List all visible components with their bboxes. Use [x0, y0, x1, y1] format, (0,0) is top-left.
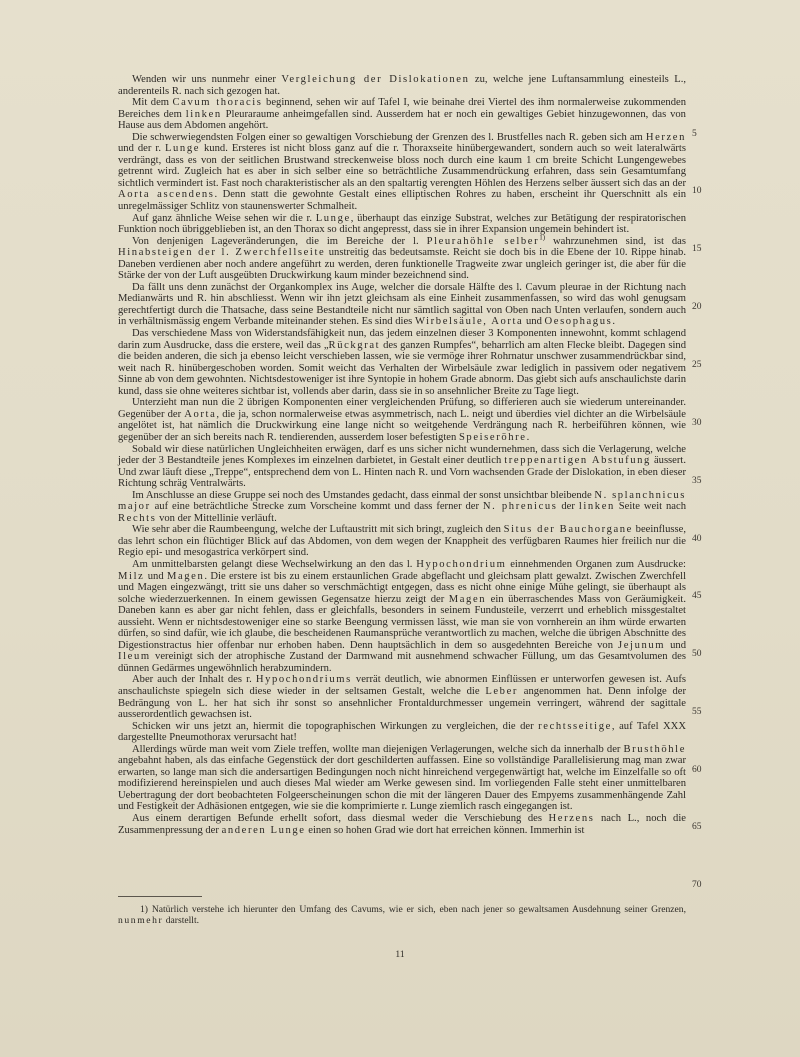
- text-run: Das verschiedene Mass von Widerstandsfähigkeit nun, das jedem einzelnen dieser 3 Komponenten innewohnt, kommt schlagend darin zum Ausdrucke, dass die erstere, weil das „: [118, 328, 686, 351]
- text-run: Aus einem derartigen Befunde erhellt sofort, dass diesmal weder die Verschiebung des: [132, 813, 549, 824]
- emphasized-text: Brusthöhle: [623, 743, 686, 755]
- text-run: kund. Ersteres ist nicht bloss ganz auf die r. Thoraxseite hinübergewandert, sondern auch so weit lateralwärts verdrängt, dass es von der seitlichen Brustwand streckenweise bloss noch durch eine kaum 1 cm breite Schicht Lungengewebes getrennt wird. Zugleich hat es aber in sich selber eine so beträchtliche Zusammendrückung erfahren, dass sein Gesamtumfang sichtlich vermindert ist. Fast noch charakteristischer als an den spaltartig verengten Höhlen des Herzens selber äussert sich das an der: [118, 143, 686, 189]
- text-run: wahrzunehmen sind, ist das: [545, 235, 686, 247]
- emphasized-text: Wirbelsäule, Aorta: [414, 316, 524, 328]
- emphasized-text: Lunge: [315, 212, 351, 224]
- emphasized-text: Rechts: [118, 512, 157, 524]
- emphasized-text: Situs der Bauchorgane: [503, 524, 633, 536]
- paragraph: [118, 744, 686, 813]
- text-run: und: [665, 639, 686, 651]
- line-number: 70: [692, 880, 702, 890]
- paragraph: [118, 97, 686, 132]
- text-run: Auf ganz ähnliche Weise sehen wir die r.: [132, 212, 316, 224]
- text-run: Von denjenigen Lageveränderungen, die im Bereiche der l.: [132, 235, 427, 247]
- emphasized-text: Magen: [166, 570, 205, 582]
- text-run: zu, welche jene Luftansammlung einesteils L., anderenteils R. nach sich gezogen hat.: [118, 74, 687, 97]
- line-number: 25: [692, 360, 702, 370]
- paragraph: [118, 721, 686, 744]
- text-run: darstellt.: [163, 915, 200, 926]
- emphasized-text: Jejunum: [618, 639, 666, 651]
- text-run: Seite weit nach: [614, 501, 686, 513]
- text-run: Schicken wir uns jetzt an, hiermit die topographischen Wirkungen zu vergleichen, die der: [132, 720, 539, 732]
- text-run: Pleuraraume anheimgefallen sind. Ausserdem hat er noch ein gewaltiges Gebiet hinzugewonnen, das von Hause aus dem Abdomen angehört.: [118, 108, 686, 132]
- emphasized-text: linken: [185, 108, 222, 120]
- emphasized-text: rechtsseitige: [538, 720, 612, 732]
- emphasized-text: Lunge: [164, 143, 201, 155]
- line-number: 35: [692, 476, 702, 486]
- text-run: beginnend, sehen wir auf Tafel I, wie beinahe drei Viertel des ihm normalerweise zukommenden Bereiches dem: [118, 97, 687, 120]
- emphasized-text: Leber: [485, 685, 519, 697]
- text-run: Am unmittelbarsten gelangt diese Wechselwirkung an den das l.: [132, 558, 417, 570]
- text-run: und der r.: [118, 143, 165, 155]
- paragraph: [118, 444, 686, 490]
- emphasized-text: Hypochondriums: [255, 674, 352, 686]
- text-run: .: [612, 316, 615, 328]
- footnote-ref: 1): [539, 233, 546, 242]
- emphasized-text: N. phrenicus: [482, 501, 558, 513]
- emphasized-text: Magen: [448, 593, 487, 605]
- text-run: vereinigt sich der atrophische Zustand der Darmwand mit ausnehmend schwacher Füllung, um das Gesamtvolumen des dünnen Gedärmes ungewöhnlich herabzumindern.: [118, 651, 686, 674]
- emphasized-text: Herzens: [548, 813, 595, 824]
- line-number: 15: [692, 244, 702, 254]
- text-run: nach L., noch die Zusammenpressung der: [118, 813, 686, 836]
- text-run: , die ja, schon normalerweise etwas asymmetrisch, nach L. neigt und überdies viel dichter an die Wirbelsäule angelötet ist, hat nämlich die Druckwirkung eine lange nicht so weitgehende Verdrängung nach R. herbeiführen können, wie gegenüber der an sich bereits nach R. tendierenden, ausserdem loser befestigten: [118, 408, 687, 443]
- footnote-divider: [118, 896, 202, 897]
- paragraph: [118, 328, 686, 397]
- text-run: verrät deutlich, wie abnormen Einflüssen er unterworfen gewesen ist. Aufs anschaulichste spiegeln sich diese wieder in der seltsamen Gestalt, welche die: [118, 674, 686, 697]
- page-number: 11: [395, 950, 405, 960]
- text-run: Wie sehr aber die Raumbeengung, welche der Luftaustritt mit sich bringt, zugleich den: [132, 524, 504, 536]
- text-run: und: [144, 570, 167, 582]
- text-run: Da fällt uns denn zunächst der Organkomplex ins Auge, welcher die dorsale Hälfte des l. Cavum pleurae in der Richtung nach Medianwärts und R. hin abschliesst. Wenn wir ihn jetzt gleichsam als eine Einheit zusammenfassen, so wird das wohl genugsam gerechtfertigt durch die Thatsache, dass seine Bestandteile nicht nur sämtlich sagittal von Oben nach Unten verlaufen, sondern auch in verhältnismässig engem Verbande miteinander stehen. Es sind dies: [118, 281, 686, 328]
- body-text: [118, 74, 686, 836]
- text-run: Wenden wir uns nunmehr einer: [132, 74, 282, 85]
- emphasized-text: Vergleichung der Dislokationen: [281, 74, 470, 85]
- paragraph: [118, 233, 686, 282]
- text-run: angenommen hat. Denn infolge der Bedrängung von L. her hat sich ihr sonst so ansehnlicher Frontaldurchmesser ungemein verringert, während der sagittale ausserordentlich gewachsen ist.: [118, 685, 686, 721]
- emphasized-text: Herzen: [645, 131, 686, 143]
- line-number: 60: [692, 765, 702, 775]
- emphasized-text: Milz: [118, 570, 145, 582]
- paragraph: [118, 74, 686, 97]
- line-number: 50: [692, 649, 702, 659]
- emphasized-text: Ileum: [118, 651, 151, 663]
- emphasized-text: Aorta: [184, 408, 217, 420]
- text-run: äussert. Und zwar läuft diese „Treppe“, entsprechend dem von L. Hinten nach R. und Vorn wachsenden Grade der Dislokation, in eben dieser Richtung schräg Ventralwärts.: [118, 455, 687, 490]
- text-run: Die schwerwiegendsten Folgen einer so gewaltigen Vorschiebung der Grenzen des l. Brustfelles nach R. geben sich am: [132, 131, 646, 143]
- emphasized-text: Oesophagus: [544, 316, 613, 328]
- text-run: Unterzieht man nun die 2 übrigen Komponenten einer vergleichenden Prüfung, so differieren auch sie wiederum untereinander. Gegenüber der: [118, 397, 686, 420]
- text-run: ein überraschendes Mass von Geräumigkeit. Daneben kann es aber gar nicht fehlen, dass er gleichfalls, besonders in seinem Fundusteile, verzerrt und erheblich missgestaltet aussieht. Wenn er nichtsdestoweniger eine so starke Beengung vermissen lässt, wie man sie von vornherein an ihm würde erwarten dürfen, so sind dafür, wie ich glaube, die bescheidenen Raumansprüche verantwortlich zu machen, welche die übrigen Abschnitte des Digestionstractus hier offenbar nur erhoben haben. Denn hauptsächlich in dem so ausgedehnten Bereiche von: [118, 593, 687, 651]
- line-number: 65: [692, 822, 702, 832]
- paragraph: [118, 132, 686, 213]
- text-run: beeinflusse, das lehrt schon ein flüchtiger Blick auf das Abdomen, von dem wegen der Knappheit des verfügbaren Raumes hier freilich nur die Regio epi- und mesogastrica verkörpert sind.: [118, 524, 686, 559]
- text-run: der: [557, 501, 579, 513]
- text-run: Mit dem: [132, 97, 173, 109]
- emphasized-text: N. splanchnicus major: [118, 489, 686, 513]
- emphasized-text: Hypochondrium: [416, 558, 507, 570]
- text-run: auf eine beträchtliche Strecke zum Vorscheine kommt und dass ferner der: [150, 501, 483, 513]
- text-run: Aber auch der Inhalt des r.: [132, 674, 256, 686]
- emphasized-text: Aorta ascendens: [118, 189, 215, 201]
- text-run: und: [523, 316, 545, 328]
- footnote: [118, 904, 686, 926]
- text-run: des ganzen Rumpfes“, beharrlich am alten Flecke bleibt. Dagegen sind die beiden anderen, die sich ja ebenso leicht verschieben lassen, wie sie vermöge ihrer Rohrnatur unschwer zusammendrückbar sind, weit nach R. hinübergeschoben worden. Somit weicht das Verhalten der Wirbelsäule zwar lediglich in passivem oder negativem Sinne ab von dem gewohnten. Nichtsdestoweniger ist ihre Syntopie in hohem Grade abnorm. Das giebt sich aufs anschaulichste darin kund, dass sie ohne weiteres sichtbar ist, vollends aber darin, dass sie in so ansehnlicher Breite zu Tage liegt.: [118, 339, 687, 397]
- paragraph: [118, 674, 686, 720]
- line-number: 5: [692, 129, 697, 139]
- paragraph: [118, 397, 686, 443]
- emphasized-text: Hinabsteigen der l. Zwerchfellseite: [118, 247, 326, 259]
- paragraph: [118, 559, 686, 674]
- paragraph: [118, 524, 686, 559]
- paragraph: [118, 282, 686, 328]
- text-run: Allerdings würde man weit vom Ziele treffen, wollte man diejenigen Verlagerungen, welche sich da innerhalb der: [132, 743, 624, 755]
- line-number: 45: [692, 591, 702, 601]
- text-run: , auf Tafel XXX dargestellte Pneumothorax verursacht hat!: [118, 720, 686, 744]
- line-number: 55: [692, 707, 702, 717]
- footnote-marker: 1): [140, 904, 148, 915]
- emphasized-text: Speiseröhre: [458, 431, 527, 443]
- text-run: . Die erstere ist bis zu einem erstaunlichen Grade abgeflacht und gleichsam platt gewalzt. Zwischen Zwerchfell und Magen eingezwängt, tritt sie uns daher so verschmächtigt entgegen, dass es nicht ohne einige Mühe gelingt, sie überhaupt als solche wiederzuerkennen. In einem gewissen Gegensatze hierzu zeigt der: [118, 570, 687, 605]
- line-number: 30: [692, 418, 702, 428]
- paragraph: [118, 213, 686, 236]
- line-number: 20: [692, 302, 702, 312]
- line-number: 10: [692, 186, 702, 196]
- paragraph: [118, 813, 686, 836]
- emphasized-text: Cavum thoracis: [172, 97, 263, 109]
- line-number: 40: [692, 534, 702, 544]
- text-run: unstreitig das bedeutsamste. Reicht sie doch bis in die Ebene der 10. Rippe hinab. Daneben verdienen aber noch andere angeführt zu werden, deren funktionelle Tragweite zwar ungleich geringer ist, die aber für die Stärke der von der Luft ausgeübten Druckwirkung kaum minder bezeichnend sind.: [118, 247, 686, 282]
- text-run: Im Anschlusse an diese Gruppe sei noch des Umstandes gedacht, dass einmal der sonst unsichtbar bleibende: [132, 489, 595, 501]
- text-run: angebahnt haben, als das einfache Gegenstück der dort geschilderten auffassen. Eine so vollständige Parallelisierung mag man zwar erwarten, so lange man sich die andersartigen Bedingungen noch nicht hinreichend vergegenwärtigt hat, welche im Einzelfalle so oft modifizierend hereinspielen und auch dieses Mal wieder am Werke gewesen sind. Im vorliegenden Falle steht einer unmittelbaren Uebertragung der dort beobachteten Folgeerscheinungen schon die mit der längeren Dauer des Empyems zusammenhängende Zahl und Festigkeit der Adhäsionen entgegen, wie sie die komprimierte r. Lunge ziemlich rasch eingegangen ist.: [118, 755, 686, 813]
- text-run: , überhaupt das einzige Substrat, welches zur Betätigung der respiratorischen Funktion noch übriggeblieben ist, an den Thorax so dicht angepresst, dass sie in ihrer Expansion ungemein behindert ist.: [118, 212, 686, 236]
- text-run: Sobald wir diese natürlichen Ungleichheiten erwägen, darf es uns sicher nicht wundernehmen, dass sich die Verlagerung, welche jeder der 3 Bestandteile jenes Komplexes im einzelnen darbietet, in Gestalt einer deutlich: [118, 443, 686, 467]
- text-run: einnehmenden Organen zum Ausdrucke:: [506, 558, 687, 570]
- emphasized-text: Rückgrat: [328, 339, 381, 351]
- emphasized-text: linken: [578, 501, 615, 513]
- text-run: Natürlich verstehe ich hierunter den Umfang des Cavums, wie er sich, eben nach jener so gewaltsamen Ausdehnung seiner Grenzen,: [148, 904, 686, 915]
- paragraph: [118, 490, 686, 525]
- text-run: einen so hohen Grad wie dort hat erreichen können. Immerhin ist: [305, 824, 585, 836]
- emphasized-text: treppenartigen Abstufung: [504, 455, 651, 467]
- emphasized-text: nunmehr: [118, 915, 164, 926]
- emphasized-text: anderen Lunge: [221, 824, 306, 836]
- text-run: . Denn statt die gewohnte Gestalt eines elliptischen Rohres zu haben, erscheint ihr Querschnitt als ein unregelmässiger Schlitz von staunenswerter Schmalheit.: [118, 189, 686, 213]
- emphasized-text: Pleurahöhle selber: [426, 235, 540, 247]
- text-run: von der Mittellinie verläuft.: [156, 512, 277, 524]
- text-run: .: [526, 431, 530, 443]
